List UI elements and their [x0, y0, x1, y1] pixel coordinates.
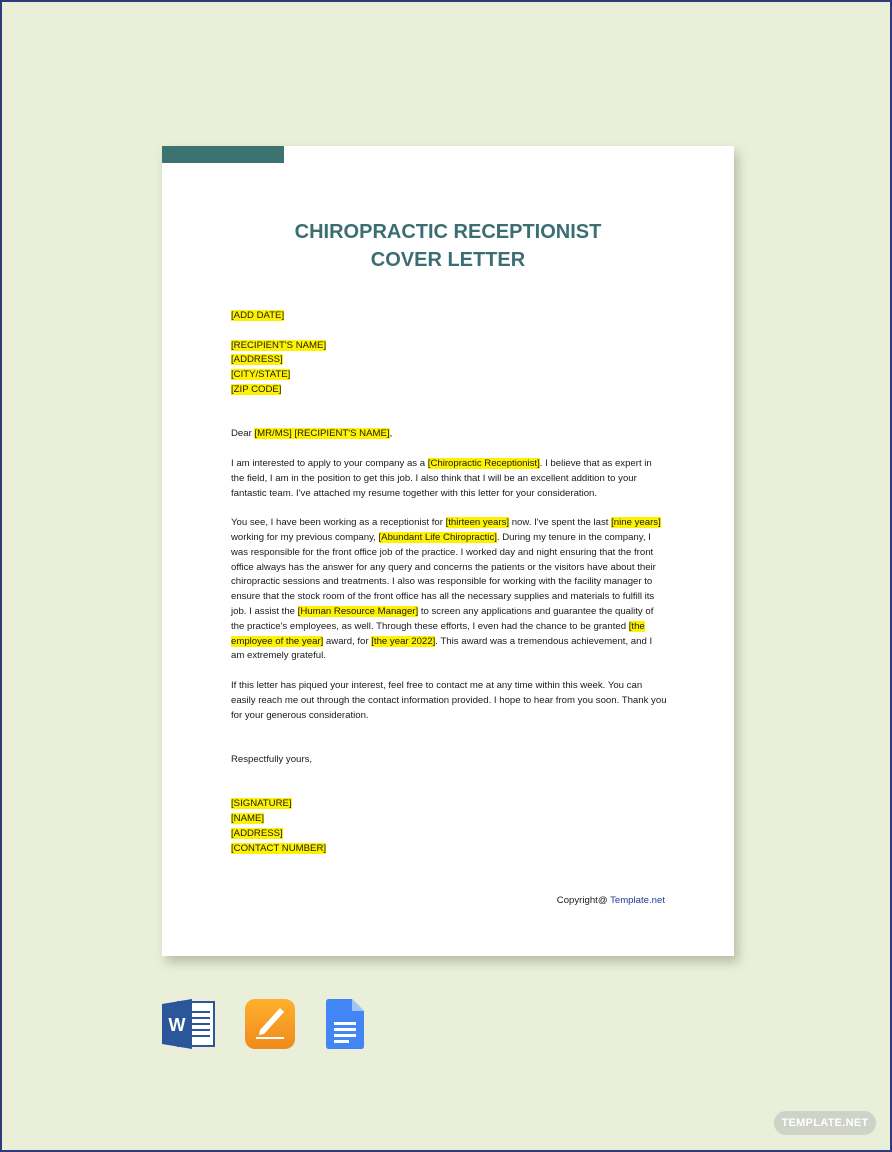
title-line-1: CHIROPRACTIC RECEPTIONIST [294, 221, 602, 243]
template-net-badge[interactable]: TEMPLATE.NET [774, 1111, 876, 1135]
salutation: Dear [MR/MS] [RECIPIENT'S NAME], [231, 428, 393, 440]
city-state-placeholder: [CITY/STATE] [231, 369, 291, 381]
letter-page [162, 146, 734, 956]
company-placeholder: [Abundant Life Chiropractic] [378, 531, 497, 543]
award-year-placeholder: [the year 2022] [371, 635, 436, 647]
paragraph-1: I am interested to apply to your company as a [Chiropractic Receptionist]. I believe that as expert in the field, I am in the position to get this job. I also think that I will be an excellent addition to your fantastic team. I've attached my resume together with this letter for your consideration. [231, 457, 652, 499]
closing: Respectfully yours, [231, 753, 313, 765]
svg-text:W: W [168, 1015, 186, 1035]
word-icon[interactable] [162, 998, 216, 1050]
letter-title [162, 218, 734, 274]
signature-placeholder: [SIGNATURE] [231, 798, 292, 810]
award-placeholder: [the employee of the year] [231, 620, 645, 647]
name-placeholder: [NAME] [231, 813, 265, 825]
copyright-link[interactable]: Template.net [610, 895, 665, 906]
pages-icon[interactable] [244, 998, 296, 1050]
contact-number-placeholder: [CONTACT NUMBER] [231, 842, 327, 854]
previous-years-placeholder: [nine years] [611, 517, 661, 529]
zip-placeholder: [ZIP CODE] [231, 383, 282, 395]
recipient-name-placeholder: [RECIPIENT'S NAME] [231, 339, 327, 351]
address-placeholder: [ADDRESS] [231, 354, 283, 366]
signature-address-placeholder: [ADDRESS] [231, 827, 283, 839]
letter-body [231, 309, 667, 856]
position-placeholder: [Chiropractic Receptionist] [427, 457, 540, 469]
salutation-name-placeholder: [MR/MS] [RECIPIENT'S NAME] [254, 428, 390, 440]
accent-bar [162, 146, 284, 163]
copyright: Copyright@ Template.net [556, 895, 665, 906]
date-placeholder: [ADD DATE] [231, 310, 285, 321]
title-line-2: COVER LETTER [370, 249, 526, 271]
manager-placeholder: [Human Resource Manager] [297, 605, 419, 617]
paragraph-2: You see, I have been working as a receptionist for [thirteen years] now. I've spent the last [nine years] working for my previous company, [Abundant Life Chiropractic]. During my tenure in the company, I was responsible for the front office job of the practice. I worked day and night ensuring that the front office always has the answer for any query and concerns the patients or the visitors have about their chiropractic sessions and treatments. I also was responsible for working with the facility manager to ensure that the stock room of the front office has all the necessary supplies and materials to fulfill its job. I assist the [Human Resource Manager] to screen any applications and guarantee the quality of the practice's employees, as well. Through these efforts, I even had the chance to be granted [the employee of the year] award, for [the year 2022]. This award was a tremendous achievement, and I am extremely grateful. [231, 517, 661, 662]
paragraph-3: If this letter has piqued your interest, feel free to contact me at any time within this week. You can easily reach me out through the contact information provided. I hope to hear from you soon. Thank you for your generous consideration. [231, 679, 667, 721]
google-docs-icon[interactable] [324, 998, 366, 1050]
years-placeholder: [thirteen years] [445, 517, 510, 529]
